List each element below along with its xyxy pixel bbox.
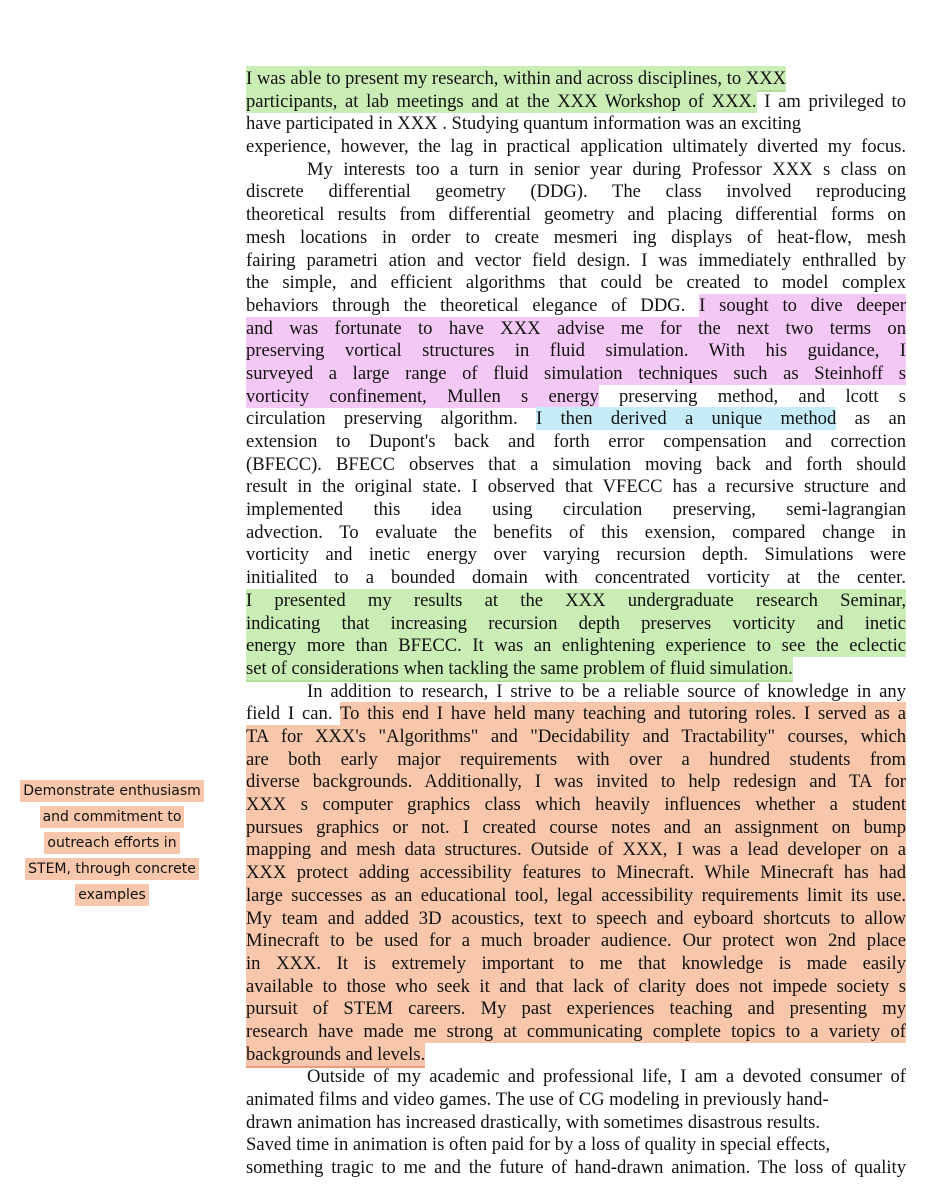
text-line (246, 680, 906, 703)
highlight-orange: large successes as an educational tool, legal accessibility requirements limit its use. (246, 884, 906, 907)
highlight-green: set of considerations when tackling the same problem of fluid simulation. (246, 656, 793, 682)
text-line (246, 816, 906, 839)
highlight-orange: pursuit of STEM careers. My past experiences teaching and presenting my (246, 997, 906, 1020)
highlight-orange: are both early major requirements with over a hundred students from (246, 748, 906, 771)
highlight-green: participants, at lab meetings and at the XXX Workshop of XXX. (246, 90, 757, 113)
highlight-orange: To this end I have held many teaching and tutoring roles. I served as a (340, 702, 906, 725)
comment-line: Demonstrate enthusiasm (20, 780, 204, 802)
highlight-blue: I then derived a unique method (535, 408, 837, 430)
text-line (246, 770, 906, 793)
text-segment: circulation preserving algorithm. (246, 408, 536, 430)
text-segment: animated films and video games. The use of CG modeling in previously hand- (246, 1089, 829, 1111)
text-line (246, 203, 906, 226)
highlight-orange: pursues graphics or not. I created course notes and an assignment on bump (246, 816, 906, 839)
text-line (246, 838, 906, 861)
text-segment: experience, however, the lag in practical application ultimately diverted my focus. (246, 136, 906, 158)
text-line (246, 249, 906, 272)
highlight-orange: diverse backgrounds. Additionally, I was invited to help redesign and TA for (246, 770, 906, 793)
text-segment: initialited to a bounded domain with concentrated vorticity at the center. (246, 567, 906, 589)
comment-line: examples (75, 884, 149, 906)
highlight-orange: My team and added 3D acoustics, text to speech and eyboard shortcuts to allow (246, 907, 906, 930)
text-segment: My interests too a turn in senior year during Professor XXX s class on (307, 158, 906, 180)
comment-line: STEM, through concrete (25, 858, 199, 880)
highlight-pink: vorticity confinement, Mullen s energy (246, 385, 599, 408)
text-line (246, 317, 906, 340)
text-segment: have participated in XXX . Studying quantum information was an exciting (246, 113, 802, 135)
text-line (246, 612, 906, 635)
text-segment: drawn animation has increased drastically, with sometimes disastrous results. (246, 1111, 821, 1133)
text-line (246, 158, 906, 181)
text-line (246, 67, 906, 90)
text-line (246, 90, 906, 113)
text-line (246, 1020, 906, 1043)
text-segment: vorticity and inetic energy over varying recursion depth. Simulations were (246, 544, 906, 566)
text-segment: mesh locations in order to create mesmeri ing displays of heat-flow, mesh (246, 226, 906, 248)
highlight-green: I was able to present my research, within and across disciplines, to XXX (246, 66, 786, 92)
highlight-orange: research have made me strong at communicating complete topics to a variety of (246, 1020, 906, 1043)
text-line (246, 861, 906, 884)
text-segment: Outside of my academic and professional life, I am a devoted consumer of (307, 1066, 906, 1088)
text-segment: result in the original state. I observed that VFECC has a recursive structure and (246, 476, 906, 498)
text-segment: field I can. (246, 703, 341, 725)
text-line (246, 385, 906, 408)
text-line (246, 180, 906, 203)
text-line (246, 748, 906, 771)
comment-line: outreach efforts in (44, 832, 179, 854)
text-line (246, 997, 906, 1020)
text-segment: discrete differential geometry (DDG). The class involved reproducing (246, 181, 906, 203)
text-segment: preserving method, and lcott s (598, 385, 906, 407)
text-line (246, 112, 906, 135)
highlight-green: indicating that increasing recursion depth preserves vorticity and inetic (246, 612, 906, 635)
highlight-orange: available to those who seek it and that lack of clarity does not impede society s (246, 975, 906, 998)
text-line (246, 793, 906, 816)
highlight-orange: Minecraft to be used for a much broader audience. Our protect won 2nd place (246, 929, 906, 952)
text-line (246, 498, 906, 521)
highlight-orange: in XXX. It is extremely important to me that knowledge is made easily (246, 952, 906, 975)
highlight-green: I presented my results at the XXX undergraduate research Seminar, (246, 589, 906, 612)
highlight-orange: XXX protect adding accessibility features to Minecraft. While Minecraft has had (246, 861, 906, 884)
text-line (246, 407, 906, 430)
text-line (246, 975, 906, 998)
highlight-orange: TA for XXX's "Algorithms" and "Decidability and Tractability" courses, which (246, 725, 906, 748)
highlight-pink: surveyed a large range of fluid simulation techniques such as Steinhoff s (246, 362, 906, 385)
text-line (246, 1065, 906, 1088)
text-segment: extension to Dupont's back and forth error compensation and correction (246, 431, 906, 453)
margin-comment (6, 778, 218, 908)
text-line (246, 907, 906, 930)
text-segment: advection. To evaluate the benefits of this exension, compared change in (246, 521, 906, 543)
text-line (246, 566, 906, 589)
text-line (246, 135, 906, 158)
text-segment: as an (836, 408, 906, 430)
text-segment: the simple, and efficient algorithms that could be created to model complex (246, 272, 906, 294)
highlight-pink: and was fortunate to have XXX advise me for the next two terms on (246, 317, 906, 340)
highlight-orange: backgrounds and levels. (246, 1042, 425, 1068)
text-line (246, 339, 906, 362)
highlight-orange: mapping and mesh data structures. Outside of XXX, I was a lead developer on a (246, 838, 906, 861)
text-segment: (BFECC). BFECC observes that a simulation moving back and forth should (246, 453, 906, 475)
text-line (246, 521, 906, 544)
text-line (246, 1111, 906, 1134)
highlight-green: energy more than BFECC. It was an enlightening experience to see the eclectic (246, 634, 906, 657)
highlight-orange: XXX s computer graphics class which heavily influences whether a student (246, 793, 906, 816)
text-line (246, 453, 906, 476)
text-line (246, 657, 906, 680)
text-segment: In addition to research, I strive to be a reliable source of knowledge in any (307, 680, 906, 702)
text-line (246, 634, 906, 657)
text-segment: I am privileged to (756, 90, 906, 112)
text-line (246, 1133, 906, 1156)
highlight-pink: I sought to dive deeper (699, 294, 906, 317)
text-line (246, 362, 906, 385)
highlight-pink: preserving vortical structures in fluid simulation. With his guidance, I (246, 339, 906, 362)
text-line (246, 226, 906, 249)
text-line (246, 430, 906, 453)
text-segment: something tragic to me and the future of hand-drawn animation. The loss of quality (246, 1157, 906, 1179)
text-line (246, 1043, 906, 1066)
text-line (246, 929, 906, 952)
text-line (246, 702, 906, 725)
text-line (246, 475, 906, 498)
text-line (246, 1156, 906, 1179)
text-line (246, 294, 906, 317)
text-line (246, 725, 906, 748)
text-segment: theoretical results from differential geometry and placing differential forms on (246, 204, 906, 226)
text-line (246, 589, 906, 612)
text-segment: implemented this idea using circulation preserving, semi-lagrangian (246, 499, 906, 521)
text-line (246, 884, 906, 907)
text-segment: behaviors through the theoretical elegance of DDG. (246, 294, 700, 316)
text-segment: Saved time in animation is often paid for by a loss of quality in special effects, (246, 1134, 831, 1156)
text-line (246, 271, 906, 294)
text-line (246, 543, 906, 566)
text-segment: fairing parametri ation and vector field design. I was immediately enthralled by (246, 249, 906, 271)
comment-line: and commitment to (40, 806, 185, 828)
text-line (246, 952, 906, 975)
text-line (246, 1088, 906, 1111)
